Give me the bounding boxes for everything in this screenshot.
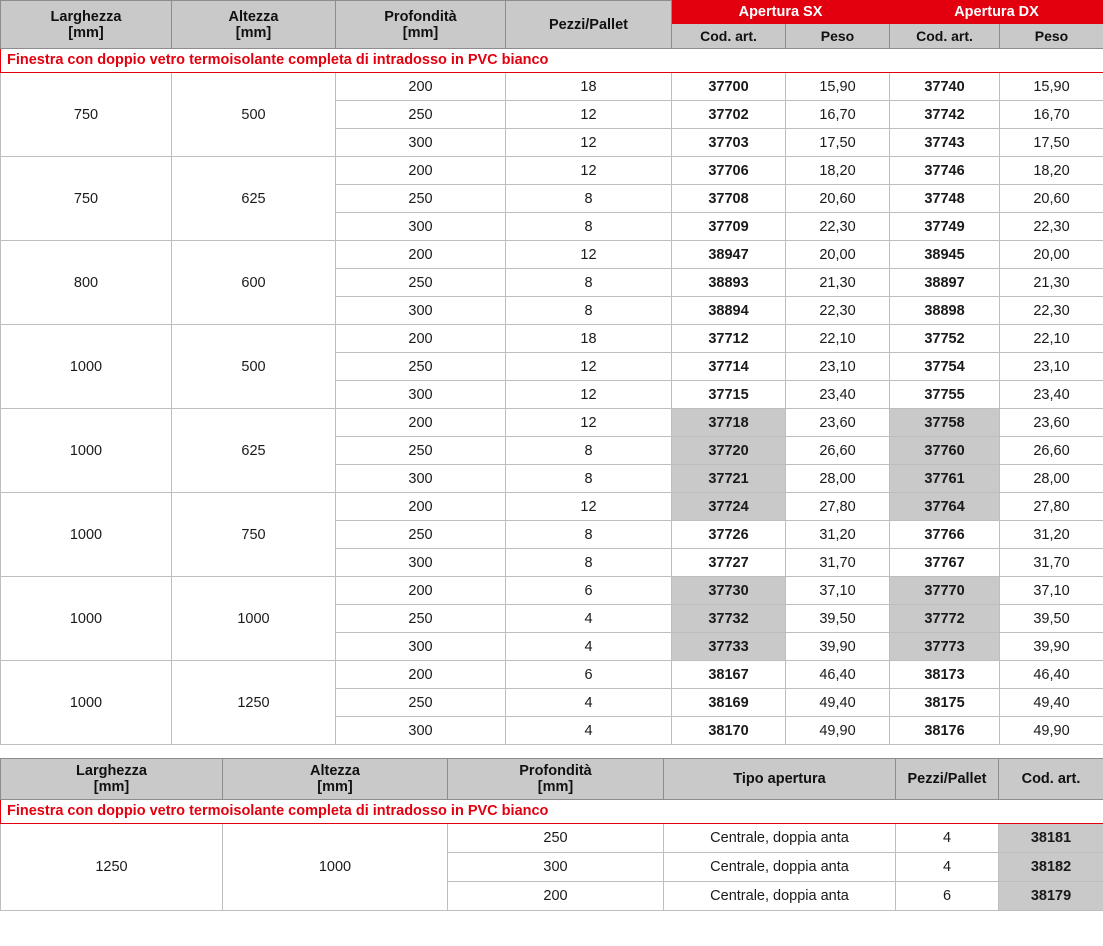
header-larghezza-label: Larghezza <box>50 8 122 25</box>
cell-cod-art-sx: 37733 <box>672 633 786 661</box>
cell-cod-art-dx: 37772 <box>890 605 1000 633</box>
cell-profondita: 200 <box>336 577 506 605</box>
cell-pezzi-pallet: 6 <box>506 661 672 689</box>
header-altezza-label: Altezza <box>228 8 279 25</box>
cell-cod-art-sx: 38947 <box>672 241 786 269</box>
table-row <box>1 325 1103 353</box>
header2-profondita-unit: [mm] <box>537 779 574 795</box>
cell-cod-art-dx: 37743 <box>890 129 1000 157</box>
cell-larghezza: 1000 <box>1 325 172 409</box>
cell-cod-art-sx: 37703 <box>672 129 786 157</box>
cell-peso-sx: 22,10 <box>786 325 890 353</box>
header-cod-art-dx: Cod. art. <box>890 24 1000 49</box>
cell-pezzi-pallet: 6 <box>506 577 672 605</box>
cell-cod-art: 38181 <box>999 824 1103 853</box>
cell-cod-art-sx: 37702 <box>672 101 786 129</box>
cell-profondita: 250 <box>336 437 506 465</box>
cell-pezzi-pallet: 4 <box>506 717 672 745</box>
cell-peso-sx: 20,00 <box>786 241 890 269</box>
header2-profondita <box>448 759 664 800</box>
cell-cod-art-sx: 37721 <box>672 465 786 493</box>
cell-peso-dx: 23,40 <box>1000 381 1103 409</box>
cell-pezzi-pallet: 4 <box>896 824 999 853</box>
cell-pezzi-pallet: 12 <box>506 241 672 269</box>
cell-peso-dx: 22,30 <box>1000 297 1103 325</box>
header2-larghezza-label: Larghezza <box>76 763 147 779</box>
cell-pezzi-pallet: 8 <box>506 549 672 577</box>
cell-cod-art-dx: 37740 <box>890 73 1000 101</box>
cell-cod-art-dx: 37758 <box>890 409 1000 437</box>
cell-peso-dx: 20,00 <box>1000 241 1103 269</box>
cell-larghezza: 1000 <box>1 493 172 577</box>
header2-pezzi-pallet-label: Pezzi/Pallet <box>907 771 987 787</box>
cell-peso-sx: 18,20 <box>786 157 890 185</box>
cell-pezzi-pallet: 12 <box>506 381 672 409</box>
cell-cod-art-dx: 37749 <box>890 213 1000 241</box>
cell-cod-art-sx: 37724 <box>672 493 786 521</box>
cell-peso-dx: 39,90 <box>1000 633 1103 661</box>
cell-pezzi-pallet: 12 <box>506 493 672 521</box>
table1-section-title-row <box>1 49 1103 73</box>
cell-profondita: 250 <box>448 824 664 853</box>
cell-cod-art-dx: 37742 <box>890 101 1000 129</box>
cell-cod-art-sx: 37730 <box>672 577 786 605</box>
cell-pezzi-pallet: 12 <box>506 409 672 437</box>
cell-peso-sx: 28,00 <box>786 465 890 493</box>
cell-peso-dx: 27,80 <box>1000 493 1103 521</box>
cell-cod-art-sx: 37708 <box>672 185 786 213</box>
cell-altezza: 500 <box>172 325 336 409</box>
cell-cod-art-sx: 37720 <box>672 437 786 465</box>
cell-pezzi-pallet: 4 <box>896 853 999 882</box>
cell-cod-art-sx: 38167 <box>672 661 786 689</box>
cell-profondita: 200 <box>336 73 506 101</box>
table-row <box>1 241 1103 269</box>
table-row <box>1 577 1103 605</box>
cell-peso-dx: 16,70 <box>1000 101 1103 129</box>
cell-pezzi-pallet: 8 <box>506 269 672 297</box>
cell-cod-art-dx: 37754 <box>890 353 1000 381</box>
cell-altezza: 1000 <box>172 577 336 661</box>
cell-peso-dx: 18,20 <box>1000 157 1103 185</box>
cell-peso-sx: 21,30 <box>786 269 890 297</box>
cell-profondita: 250 <box>336 521 506 549</box>
windows-central-double-opening-table <box>0 758 1103 911</box>
cell-peso-sx: 15,90 <box>786 73 890 101</box>
header2-tipo-apertura-label: Tipo apertura <box>733 771 826 787</box>
cell-peso-dx: 46,40 <box>1000 661 1103 689</box>
header-altezza <box>172 1 336 49</box>
cell-cod-art-dx: 37746 <box>890 157 1000 185</box>
cell-pezzi-pallet: 6 <box>896 882 999 911</box>
cell-peso-sx: 39,50 <box>786 605 890 633</box>
cell-peso-sx: 49,90 <box>786 717 890 745</box>
cell-profondita: 250 <box>336 353 506 381</box>
cell-peso-dx: 26,60 <box>1000 437 1103 465</box>
cell-cod-art-dx: 37760 <box>890 437 1000 465</box>
cell-cod-art-sx: 37718 <box>672 409 786 437</box>
cell-larghezza: 750 <box>1 73 172 157</box>
cell-profondita: 300 <box>336 633 506 661</box>
cell-peso-dx: 49,40 <box>1000 689 1103 717</box>
cell-profondita: 200 <box>336 241 506 269</box>
cell-profondita: 300 <box>336 381 506 409</box>
header2-tipo-apertura <box>664 759 896 800</box>
header2-altezza <box>223 759 448 800</box>
cell-peso-dx: 28,00 <box>1000 465 1103 493</box>
header-profondita-label: Profondità <box>384 8 457 25</box>
cell-larghezza: 1000 <box>1 661 172 745</box>
cell-profondita: 250 <box>336 185 506 213</box>
cell-peso-sx: 31,20 <box>786 521 890 549</box>
cell-altezza: 500 <box>172 73 336 157</box>
cell-peso-sx: 26,60 <box>786 437 890 465</box>
cell-pezzi-pallet: 12 <box>506 101 672 129</box>
cell-altezza: 625 <box>172 157 336 241</box>
cell-cod-art-dx: 37766 <box>890 521 1000 549</box>
cell-altezza: 750 <box>172 493 336 577</box>
cell-cod-art-dx: 37755 <box>890 381 1000 409</box>
cell-peso-sx: 23,60 <box>786 409 890 437</box>
cell-larghezza: 750 <box>1 157 172 241</box>
cell-cod-art-sx: 37700 <box>672 73 786 101</box>
table1-header-row-1 <box>1 1 1103 24</box>
cell-cod-art-dx: 37770 <box>890 577 1000 605</box>
cell-cod-art-sx: 38893 <box>672 269 786 297</box>
header-apertura-sx: Apertura SX <box>672 1 890 24</box>
table-gap <box>0 745 1103 758</box>
cell-profondita: 200 <box>336 661 506 689</box>
table1-header <box>1 1 1103 49</box>
cell-pezzi-pallet: 8 <box>506 185 672 213</box>
header2-larghezza <box>1 759 223 800</box>
cell-cod-art-sx: 37726 <box>672 521 786 549</box>
cell-cod-art-sx: 37715 <box>672 381 786 409</box>
header-pezzi-pallet <box>506 1 672 49</box>
cell-profondita: 300 <box>448 853 664 882</box>
header-larghezza <box>1 1 172 49</box>
cell-cod-art-dx: 38175 <box>890 689 1000 717</box>
table-row <box>1 157 1103 185</box>
cell-profondita: 200 <box>448 882 664 911</box>
header2-altezza-label: Altezza <box>310 763 360 779</box>
table-row <box>1 73 1103 101</box>
cell-cod-art-sx: 38894 <box>672 297 786 325</box>
header-profondita-unit: [mm] <box>402 24 439 41</box>
header2-altezza-unit: [mm] <box>317 779 353 795</box>
cell-cod-art-dx: 38176 <box>890 717 1000 745</box>
cell-larghezza: 1000 <box>1 577 172 661</box>
cell-peso-dx: 17,50 <box>1000 129 1103 157</box>
cell-altezza: 600 <box>172 241 336 325</box>
cell-altezza: 1000 <box>223 824 448 911</box>
cell-cod-art-dx: 37748 <box>890 185 1000 213</box>
cell-peso-dx: 31,20 <box>1000 521 1103 549</box>
cell-profondita: 250 <box>336 269 506 297</box>
cell-pezzi-pallet: 12 <box>506 353 672 381</box>
header-apertura-dx: Apertura DX <box>890 1 1103 24</box>
cell-peso-dx: 15,90 <box>1000 73 1103 101</box>
table1-section-title: Finestra con doppio vetro termoisolante completa di intradosso in PVC bianco <box>1 49 1103 73</box>
cell-cod-art: 38182 <box>999 853 1103 882</box>
cell-peso-sx: 46,40 <box>786 661 890 689</box>
cell-peso-dx: 39,50 <box>1000 605 1103 633</box>
cell-pezzi-pallet: 4 <box>506 633 672 661</box>
cell-profondita: 300 <box>336 297 506 325</box>
cell-cod-art-dx: 38945 <box>890 241 1000 269</box>
cell-larghezza: 1250 <box>1 824 223 911</box>
header-profondita <box>336 1 506 49</box>
cell-peso-sx: 22,30 <box>786 213 890 241</box>
cell-peso-dx: 23,60 <box>1000 409 1103 437</box>
cell-larghezza: 1000 <box>1 409 172 493</box>
cell-peso-sx: 22,30 <box>786 297 890 325</box>
cell-peso-sx: 20,60 <box>786 185 890 213</box>
cell-peso-dx: 21,30 <box>1000 269 1103 297</box>
cell-cod-art-dx: 37761 <box>890 465 1000 493</box>
cell-cod-art: 38179 <box>999 882 1103 911</box>
cell-profondita: 300 <box>336 717 506 745</box>
cell-larghezza: 800 <box>1 241 172 325</box>
cell-peso-dx: 20,60 <box>1000 185 1103 213</box>
header2-cod-art <box>999 759 1103 800</box>
header2-pezzi-pallet <box>896 759 999 800</box>
cell-cod-art-sx: 37714 <box>672 353 786 381</box>
header-peso-dx: Peso <box>1000 24 1103 49</box>
cell-peso-sx: 16,70 <box>786 101 890 129</box>
cell-tipo-apertura: Centrale, doppia anta <box>664 824 896 853</box>
cell-pezzi-pallet: 8 <box>506 521 672 549</box>
cell-peso-sx: 17,50 <box>786 129 890 157</box>
table-row <box>1 493 1103 521</box>
cell-cod-art-dx: 37773 <box>890 633 1000 661</box>
cell-profondita: 300 <box>336 465 506 493</box>
cell-cod-art-sx: 38169 <box>672 689 786 717</box>
cell-cod-art-sx: 38170 <box>672 717 786 745</box>
cell-cod-art-dx: 38897 <box>890 269 1000 297</box>
table-row <box>1 661 1103 689</box>
cell-cod-art-dx: 37767 <box>890 549 1000 577</box>
cell-cod-art-dx: 38173 <box>890 661 1000 689</box>
cell-cod-art-dx: 37752 <box>890 325 1000 353</box>
cell-cod-art-sx: 37709 <box>672 213 786 241</box>
table2-section-title-row <box>1 800 1103 824</box>
cell-tipo-apertura: Centrale, doppia anta <box>664 853 896 882</box>
cell-profondita: 200 <box>336 493 506 521</box>
cell-profondita: 200 <box>336 157 506 185</box>
cell-profondita: 300 <box>336 213 506 241</box>
cell-altezza: 1250 <box>172 661 336 745</box>
cell-cod-art-sx: 37727 <box>672 549 786 577</box>
cell-peso-sx: 31,70 <box>786 549 890 577</box>
table1-body <box>1 49 1103 745</box>
header-cod-art-sx: Cod. art. <box>672 24 786 49</box>
cell-peso-sx: 23,10 <box>786 353 890 381</box>
cell-profondita: 200 <box>336 409 506 437</box>
cell-profondita: 300 <box>336 549 506 577</box>
header2-profondita-label: Profondità <box>519 763 592 779</box>
table2-section-title: Finestra con doppio vetro termoisolante completa di intradosso in PVC bianco <box>1 800 1103 824</box>
cell-cod-art-sx: 37732 <box>672 605 786 633</box>
cell-peso-sx: 37,10 <box>786 577 890 605</box>
cell-peso-sx: 49,40 <box>786 689 890 717</box>
header-altezza-unit: [mm] <box>235 24 272 41</box>
cell-profondita: 250 <box>336 101 506 129</box>
table2-header-row <box>1 759 1103 800</box>
cell-peso-dx: 49,90 <box>1000 717 1103 745</box>
cell-pezzi-pallet: 8 <box>506 213 672 241</box>
cell-peso-dx: 23,10 <box>1000 353 1103 381</box>
cell-profondita: 250 <box>336 689 506 717</box>
table-row <box>1 824 1103 853</box>
cell-pezzi-pallet: 8 <box>506 437 672 465</box>
cell-pezzi-pallet: 18 <box>506 325 672 353</box>
cell-profondita: 250 <box>336 605 506 633</box>
cell-tipo-apertura: Centrale, doppia anta <box>664 882 896 911</box>
cell-peso-dx: 37,10 <box>1000 577 1103 605</box>
header2-larghezza-unit: [mm] <box>93 779 130 795</box>
cell-pezzi-pallet: 12 <box>506 129 672 157</box>
cell-peso-dx: 22,10 <box>1000 325 1103 353</box>
header2-cod-art-label: Cod. art. <box>1021 771 1081 787</box>
cell-cod-art-sx: 37706 <box>672 157 786 185</box>
cell-cod-art-sx: 37712 <box>672 325 786 353</box>
table2-body <box>1 800 1103 911</box>
cell-peso-sx: 23,40 <box>786 381 890 409</box>
header-larghezza-unit: [mm] <box>68 24 104 41</box>
cell-pezzi-pallet: 18 <box>506 73 672 101</box>
cell-profondita: 200 <box>336 325 506 353</box>
cell-peso-sx: 27,80 <box>786 493 890 521</box>
cell-altezza: 625 <box>172 409 336 493</box>
cell-profondita: 300 <box>336 129 506 157</box>
cell-pezzi-pallet: 4 <box>506 689 672 717</box>
header-peso-sx: Peso <box>786 24 890 49</box>
header-pezzi-pallet-label: Pezzi/Pallet <box>549 16 628 33</box>
table2-header <box>1 759 1103 800</box>
cell-peso-dx: 22,30 <box>1000 213 1103 241</box>
cell-peso-sx: 39,90 <box>786 633 890 661</box>
cell-pezzi-pallet: 8 <box>506 297 672 325</box>
cell-pezzi-pallet: 12 <box>506 157 672 185</box>
cell-cod-art-dx: 37764 <box>890 493 1000 521</box>
cell-peso-dx: 31,70 <box>1000 549 1103 577</box>
table-row <box>1 409 1103 437</box>
cell-pezzi-pallet: 4 <box>506 605 672 633</box>
cell-pezzi-pallet: 8 <box>506 465 672 493</box>
cell-cod-art-dx: 38898 <box>890 297 1000 325</box>
